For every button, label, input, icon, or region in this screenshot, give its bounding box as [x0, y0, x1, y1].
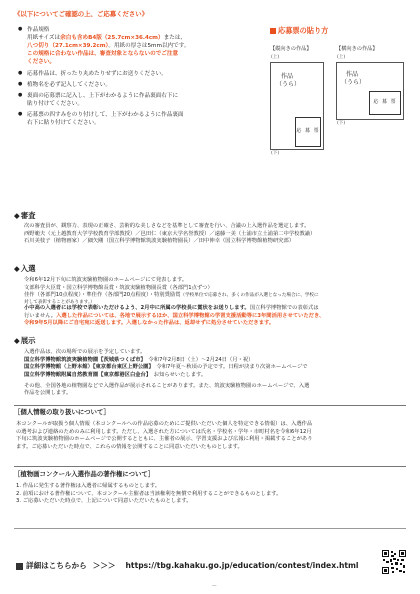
footer-label: 詳細はこちらから [26, 561, 87, 570]
bottom-mark: (下) [337, 121, 346, 126]
section-heading-shinsa: ◆ 審査 [14, 211, 35, 222]
portrait-frame [270, 62, 324, 150]
requirements-list [18, 26, 256, 130]
copyright-heading: ［植物画コンクール入選作品の著作権について］ [14, 470, 155, 478]
stamp-box: 応 募 票 [295, 117, 321, 147]
top-mark: (上) [271, 55, 280, 60]
nyusen-body: 令和6年12月下旬に筑波実験植物園のホームページにて発表します。 文部科学大臣賞・国立科学博物館長賞・筑波実験植物園長賞（各部門1点ずつ） 佳作（各部門10点程度）・準佳作（各部門20点程度）・特別奨励賞（学校単位で応募され、多くの作品が入選となった場合に、学校に 対して表彰することがあります。） [24, 277, 319, 306]
confirm-title: 《以下についてご確認の上、ご応募ください》 [14, 10, 149, 18]
work-label: 作品 （うら） [276, 73, 301, 88]
nyusen-notice: 小中高の入選者には学校で表彰いただけるよう、2月中に所属の学校長に賞状をお送りします。国立科学博物館での表彰式は 行いません。入選した作品については、各地で展示するほか、国立科学博物館の学習支援活動等に3年間活用させていただき、 令和9年5月以降にご自宅宛に返送します。入選しなかった作品は、返却せずに処分させていただきます。 [24, 305, 325, 327]
requirement-head: ● 植物名を必ず記入してください。 [27, 81, 111, 88]
attach-title: 応募票の貼り方 [270, 26, 328, 36]
requirement-item [18, 70, 256, 78]
top-section [14, 10, 406, 200]
requirement-line: 貼り付けてください。 [27, 100, 83, 107]
requirement-item [18, 26, 256, 67]
requirement-head: ● 応募票の四すみをのり付けして、上下がわかるように作品裏面 [27, 111, 184, 118]
footer-url-link[interactable]: https://tbg.kahaku.go.jp/education/contest/index.html [125, 561, 359, 570]
requirement-item [18, 92, 256, 108]
copyright-body: 1. 作品に発生する著作権は入選者に帰属するものとします。 2. 前項における著作権について、本コンクール主催者は当該権利を無償で利用することができるものとします。 3. ご応募いただいた時点で、上記について同意いただいたものとします。 [16, 483, 282, 505]
arrow-icon: ＞＞＞ [92, 561, 116, 570]
work-label: 作品 （うら） [341, 71, 366, 86]
requirement-warning: ください。 [27, 59, 55, 66]
requirement-line: 右下に貼り付けてください。 [27, 120, 100, 127]
requirement-head: ● 応募作品は、折ったり丸めたりせずにお送りください。 [27, 70, 167, 77]
divider [14, 405, 406, 406]
page-number: — [212, 584, 217, 589]
landscape-frame [336, 62, 404, 120]
portrait-label: 【縦向きの作品】 [270, 46, 312, 52]
section-heading-tenji: ◆ 展示 [14, 336, 35, 347]
requirement-head: ● 作品規格 [27, 27, 50, 33]
landscape-label: 【横向きの作品】 [336, 46, 378, 52]
requirement-line: 用紙サイズは余白も含めB4版（25.7cm×36.4cm）または、 [27, 35, 187, 42]
divider [14, 466, 406, 467]
requirement-head: ● 裏面の応募票に記入し、上下がわかるように作品裏面右下に [27, 92, 179, 99]
bottom-mark: (下) [271, 151, 280, 156]
shinsa-body: 次の審査員が、観察力、表現の正確さ、芸術的な美しさなどを基準として審査を行い、合議の上入選作品を選定します。 西野範夫（元上越教育大学学校教育学部教授）／邑田仁（東京大学名誉教授）／遠藤一美（土浦市立土浦第二中学校教諭） 石川美枝子（植物画家）／細矢剛（国立科学博物館筑波実験植物園長）／田中伸幸（国立科学博物館植物研究部） [24, 223, 316, 245]
requirement-item [18, 81, 256, 89]
section-heading-nyusen: ◆ 入選 [14, 264, 35, 275]
requirement-item [18, 111, 256, 127]
requirement-line: 八つ切り（27.1cm×39.2cm）。用紙の厚さは5mm以内です。 [27, 43, 190, 50]
tenji-body: 入選作品は、次の場所での展示を予定しています。 国立科学博物館筑波実験植物園【茨城県つくば市】 令和7年2月8日（土）～2月24日（月・祝） 国立科学博物館（上野本館）【東京都台東区上野公園】 令和7年夏～秋頃の予定です。日程が決まり次第ホームページで 国立科学博物館附属自然教育園【東京都港区白金台】 お知らせいたします。 その他、全国各地の植物園などで入選作品が展示されることがあります。また、筑波実験植物園のホームページで、入選 作品を公開します。 [24, 349, 310, 397]
privacy-body: 本コンクールが取扱う個人情報（本コンクールへの作品応募のためにご提供いただいた個人を特定できる情報）は、入選作品 の選考および連絡のためのみに利用します。ただし、入選された方については氏名・学校名・学年・市町村名を令和6年12月 下旬に筑波実験植物園のホームページで公開するとともに、主催者の展示、学習支援および広報に利用・掲載することがあり ます。ご応募いただいた時点で、これらの情報を公開することに同意いただいたものとします。 [16, 421, 313, 451]
square-icon [270, 28, 276, 34]
requirement-warning: この規格に合わない作品は、審査対象とならないのでご注意 [27, 51, 179, 58]
stamp-box: 応 募 票 [369, 91, 401, 115]
privacy-heading: ［個人情報の取り扱いについて］ [14, 408, 110, 416]
square-icon [16, 563, 23, 570]
divider [14, 528, 406, 529]
top-mark: (上) [337, 55, 346, 60]
footer [16, 560, 359, 571]
qr-code-icon[interactable] [382, 550, 406, 574]
